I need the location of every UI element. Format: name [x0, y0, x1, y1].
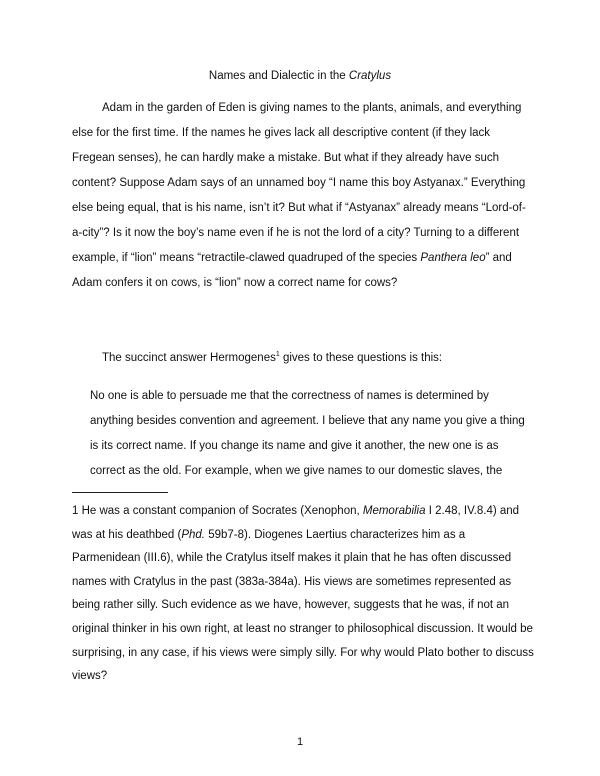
footnote-separator: [72, 492, 168, 493]
footnote: [72, 500, 534, 689]
body-paragraph-1: [72, 96, 532, 296]
paragraph-1-end: ” and Adam confers it on cows, is “lion” now a correct name for cows?: [72, 252, 512, 289]
title-italic: Cratylus: [348, 70, 392, 82]
footnote-italic-1: Memorabilia: [362, 505, 426, 517]
footnote-text-3: 59b7-8). Diogenes Laertius characterizes him as a Parmenidean (III.6), while the Cratylus itself makes it plain that he has often discussed names with Cratylus in the past (383a-384a). His views are sometimes represented as being rather silly. Such evidence as we have, however, suggests that he was, if not an original thinker in his own right, at least no stranger to philosophical discussion. It would be surprising, in any case, if his views were simply silly. For why would Plato bother to discuss views?: [72, 528, 534, 683]
block-quote: No one is able to persuade me that the correctness of names is determined by anything besides convention and agreement. I believe that any name you give a thing is its correct name. If you change its name and give it another, the new one is as correct as the old. For example, when we give names to our domestic slaves, the: [90, 390, 525, 477]
body-paragraph-2: [72, 346, 532, 371]
footnote-italic-2: Phd.: [181, 528, 205, 541]
page-title: [0, 68, 600, 84]
title-text: Names and Dialectic in the: [208, 70, 349, 82]
paragraph-2-text: The succinct answer Hermogenes: [102, 352, 276, 364]
footnote-reference: 1: [275, 351, 280, 359]
page-number: 1: [296, 736, 304, 748]
footnote-text-2: I 2.48, IV.8.4) and was at his deathbed (: [72, 505, 520, 541]
paragraph-2-end: gives to these questions is this:: [279, 352, 443, 364]
footnote-text-1: 1 He was a constant companion of Socrates (Xenophon,: [72, 505, 363, 517]
species-name: Panthera leo: [420, 252, 486, 264]
paragraph-1-text: Adam in the garden of Eden is giving names to the plants, animals, and everything else for the first time. If the names he gives lack all descriptive content (if they lack Fregean senses), he can hardly make a mistake. But what if they already have such content? Suppose Adam says of an unnamed boy “I name this boy Astyanax.” Everything else being equal, that is his name, isn’t it? But what if “Astyanax” already means “Lord-of-a-city”? Is it now the boy’s name even if he is not the lord of a city? Turning to a different example, if “lion” means “retractile-clawed quadruped of the species: [72, 102, 526, 264]
